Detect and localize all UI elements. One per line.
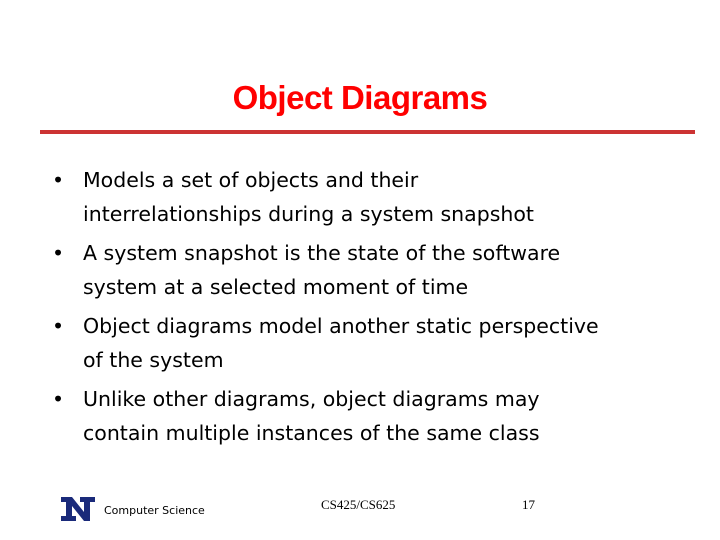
bullet-text-line: A system snapshot is the state of the software bbox=[83, 241, 561, 265]
bullet-item bbox=[52, 382, 702, 450]
bullet-text-line: Models a set of objects and their bbox=[83, 168, 419, 192]
slide-title: Object Diagrams bbox=[232, 79, 488, 116]
bullet-text-line: Unlike other diagrams, object diagrams may bbox=[83, 387, 540, 411]
bullet-list bbox=[52, 163, 702, 455]
bullet-text-line: contain multiple instances of the same class bbox=[83, 421, 540, 445]
footer-department: Computer Science bbox=[104, 504, 205, 517]
bullet-marker: • bbox=[52, 241, 65, 265]
bullet-item bbox=[52, 236, 702, 304]
bullet-marker: • bbox=[52, 314, 65, 338]
bullet-marker: • bbox=[52, 168, 65, 192]
bullet-text-line: interrelationships during a system snapshot bbox=[83, 202, 534, 226]
bullet-item bbox=[52, 163, 702, 231]
footer-course-code: CS425/CS625 bbox=[321, 497, 396, 512]
footer-page-number: 17 bbox=[522, 497, 535, 512]
bullet-text-line: system at a selected moment of time bbox=[83, 275, 469, 299]
university-n-logo-icon bbox=[60, 495, 96, 523]
bullet-text-line: Object diagrams model another static perspective bbox=[83, 314, 599, 338]
bullet-marker: • bbox=[52, 387, 65, 411]
bullet-item bbox=[52, 309, 702, 377]
title-rule bbox=[40, 130, 695, 134]
bullet-text-line: of the system bbox=[83, 348, 224, 372]
